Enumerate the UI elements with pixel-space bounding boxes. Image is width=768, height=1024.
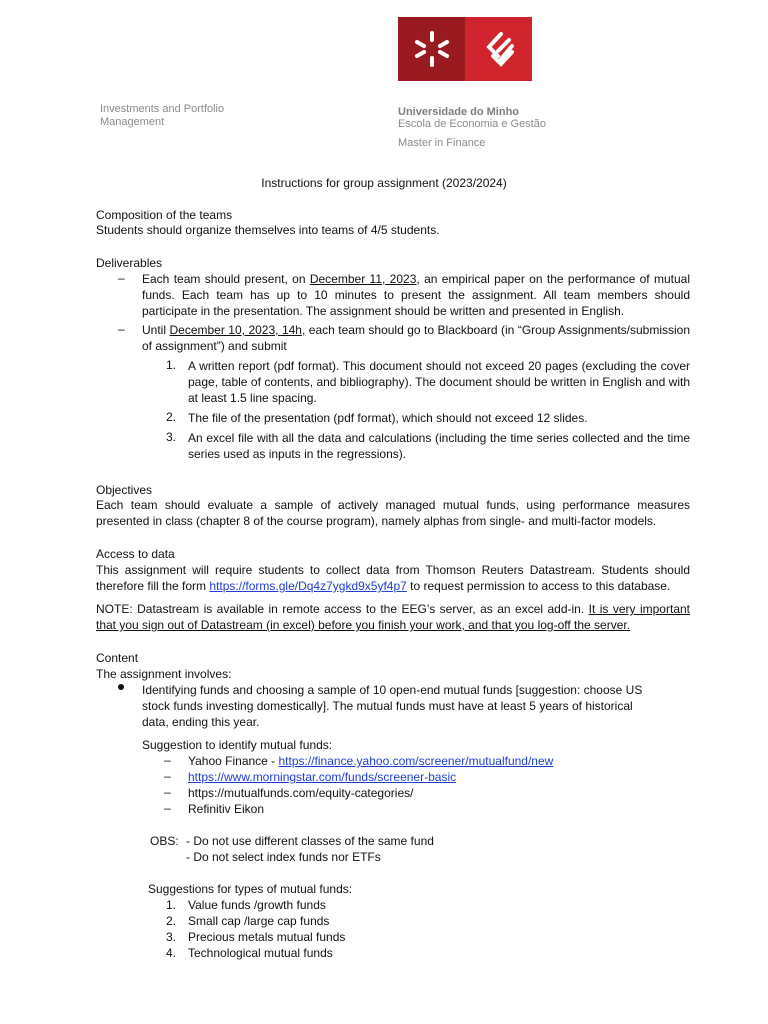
yahoo-link[interactable]: https://finance.yahoo.com/screener/mutualfund/new (278, 754, 554, 768)
obs-line-1: - Do not use different classes of the same fund (186, 834, 434, 848)
type-item: Precious metals mutual funds (188, 930, 346, 944)
university-block (398, 106, 546, 130)
deliverable-1-pre: Each team should present, on (142, 272, 310, 286)
course-line-2: Management (100, 116, 165, 128)
obs-label: OBS: (150, 834, 179, 848)
sub-item-text: A written report (pdf format). This document should not exceed 20 pages (excluding the cover page, table of contents, and bibliography). The document should be written in English and with at least 1.5 line spacing. (188, 359, 690, 405)
chevrons-logo-icon (479, 29, 519, 69)
access-text-post: to request permission to access to this database. (406, 579, 671, 593)
logo-left-block (398, 17, 465, 81)
type-item: Technological mutual funds (188, 946, 333, 960)
course-name (100, 103, 224, 129)
deliverable-2-post: each team should go to Blackboard (in “Group Assignments/submission of assignment”) and submit (142, 323, 691, 353)
composition-text: Students should organize themselves into teams of 4/5 students. (96, 223, 440, 237)
suggestion-heading: Suggestion to identify mutual funds: (142, 738, 333, 752)
types-heading: Suggestions for types of mutual funds: (148, 882, 353, 896)
content-intro: The assignment involves: (96, 667, 232, 681)
school-name: Escola de Economia e Gestão (398, 118, 546, 130)
access-text-pre: This assignment will require students to collect data from Thomson Reuters Datastream. Students should therefore fill the form (96, 563, 690, 593)
program-name: Master in Finance (398, 137, 486, 149)
type-item: Value funds /growth funds (188, 898, 326, 912)
refinitiv-item: Refinitiv Eikon (188, 802, 265, 816)
presentation-date: December 11, 2023 (309, 272, 417, 286)
deliverable-1-post: , an empirical paper on the performance of mutual funds. Each team has up to 10 minutes to present the assignment. All team members should participate in the presentation. The assignment should be written and presented in English. (142, 272, 690, 318)
dash-bullet: – (164, 769, 171, 783)
dash-bullet: – (118, 322, 125, 336)
obs-line-2: - Do not select index funds nor ETFs (186, 850, 381, 864)
university-name: Universidade do Minho (398, 106, 520, 118)
note-emphasis: It is very important that you sign out of Datastream (in excel) before you finish your work, and that you log-off the server. (96, 602, 690, 632)
datastream-note (96, 601, 690, 633)
sub-item-number: 3. (166, 430, 177, 444)
logo-right-block (465, 17, 532, 81)
sub-item-text: An excel file with all the data and calculations (including the time series collected and the time series used as inputs in the regressions). (188, 431, 690, 461)
form-link[interactable]: https://forms.gle/Dq4z7ygkd9x5yf4p7 (209, 579, 407, 593)
type-number: 4. (166, 946, 177, 960)
dash-bullet: – (118, 271, 125, 285)
course-line-1: Investments and Portfolio (100, 103, 225, 115)
morningstar-item (188, 769, 456, 785)
page-title: Instructions for group assignment (2023/2024) (261, 176, 507, 190)
type-number: 1. (166, 898, 177, 912)
note-pre: NOTE: Datastream is available in remote access to the EEG’s server, as an excel add-in. (96, 602, 589, 616)
deliverable-item-2 (142, 322, 690, 354)
dash-bullet: – (164, 753, 171, 767)
type-number: 2. (166, 914, 177, 928)
objectives-text: Each team should evaluate a sample of actively managed mutual funds, using performance measures presented in class (chapter 8 of the course program), namely alphas from single- and multi-factor models. (96, 498, 690, 528)
morningstar-link[interactable]: https://www.morningstar.com/funds/screener-basic (188, 770, 457, 784)
type-number: 3. (166, 930, 177, 944)
dash-bullet: – (164, 801, 171, 815)
access-text (96, 562, 690, 594)
access-heading: Access to data (96, 547, 175, 561)
dash-bullet: – (164, 785, 171, 799)
composition-heading: Composition of the teams (96, 208, 233, 222)
yahoo-label: Yahoo Finance - (188, 754, 279, 768)
type-item: Small cap /large cap funds (188, 914, 330, 928)
objectives-heading: Objectives (96, 483, 153, 497)
sub-item-text: The file of the presentation (pdf format), which should not exceed 12 slides. (188, 411, 588, 425)
deliverable-item-1 (142, 271, 690, 319)
deliverable-2-pre: Until (142, 323, 170, 337)
submission-date: December 10, 2023, 14h, (169, 323, 306, 337)
bullet-dot (118, 684, 124, 690)
sub-item-number: 1. (166, 358, 177, 372)
yahoo-item (188, 753, 553, 769)
content-bullet: Identifying funds and choosing a sample of 10 open-end mutual funds [suggestion: choose US stock funds investing domestically]. The mutual funds must have at least 5 years of historical data, ending this year. (142, 683, 643, 729)
deliverables-heading: Deliverables (96, 256, 163, 270)
sub-item-number: 2. (166, 410, 177, 424)
content-heading: Content (96, 651, 139, 665)
university-logo (398, 17, 532, 81)
mutualfunds-item: https://mutualfunds.com/equity-categories/ (188, 786, 414, 800)
asterisk-logo-icon (412, 29, 452, 69)
